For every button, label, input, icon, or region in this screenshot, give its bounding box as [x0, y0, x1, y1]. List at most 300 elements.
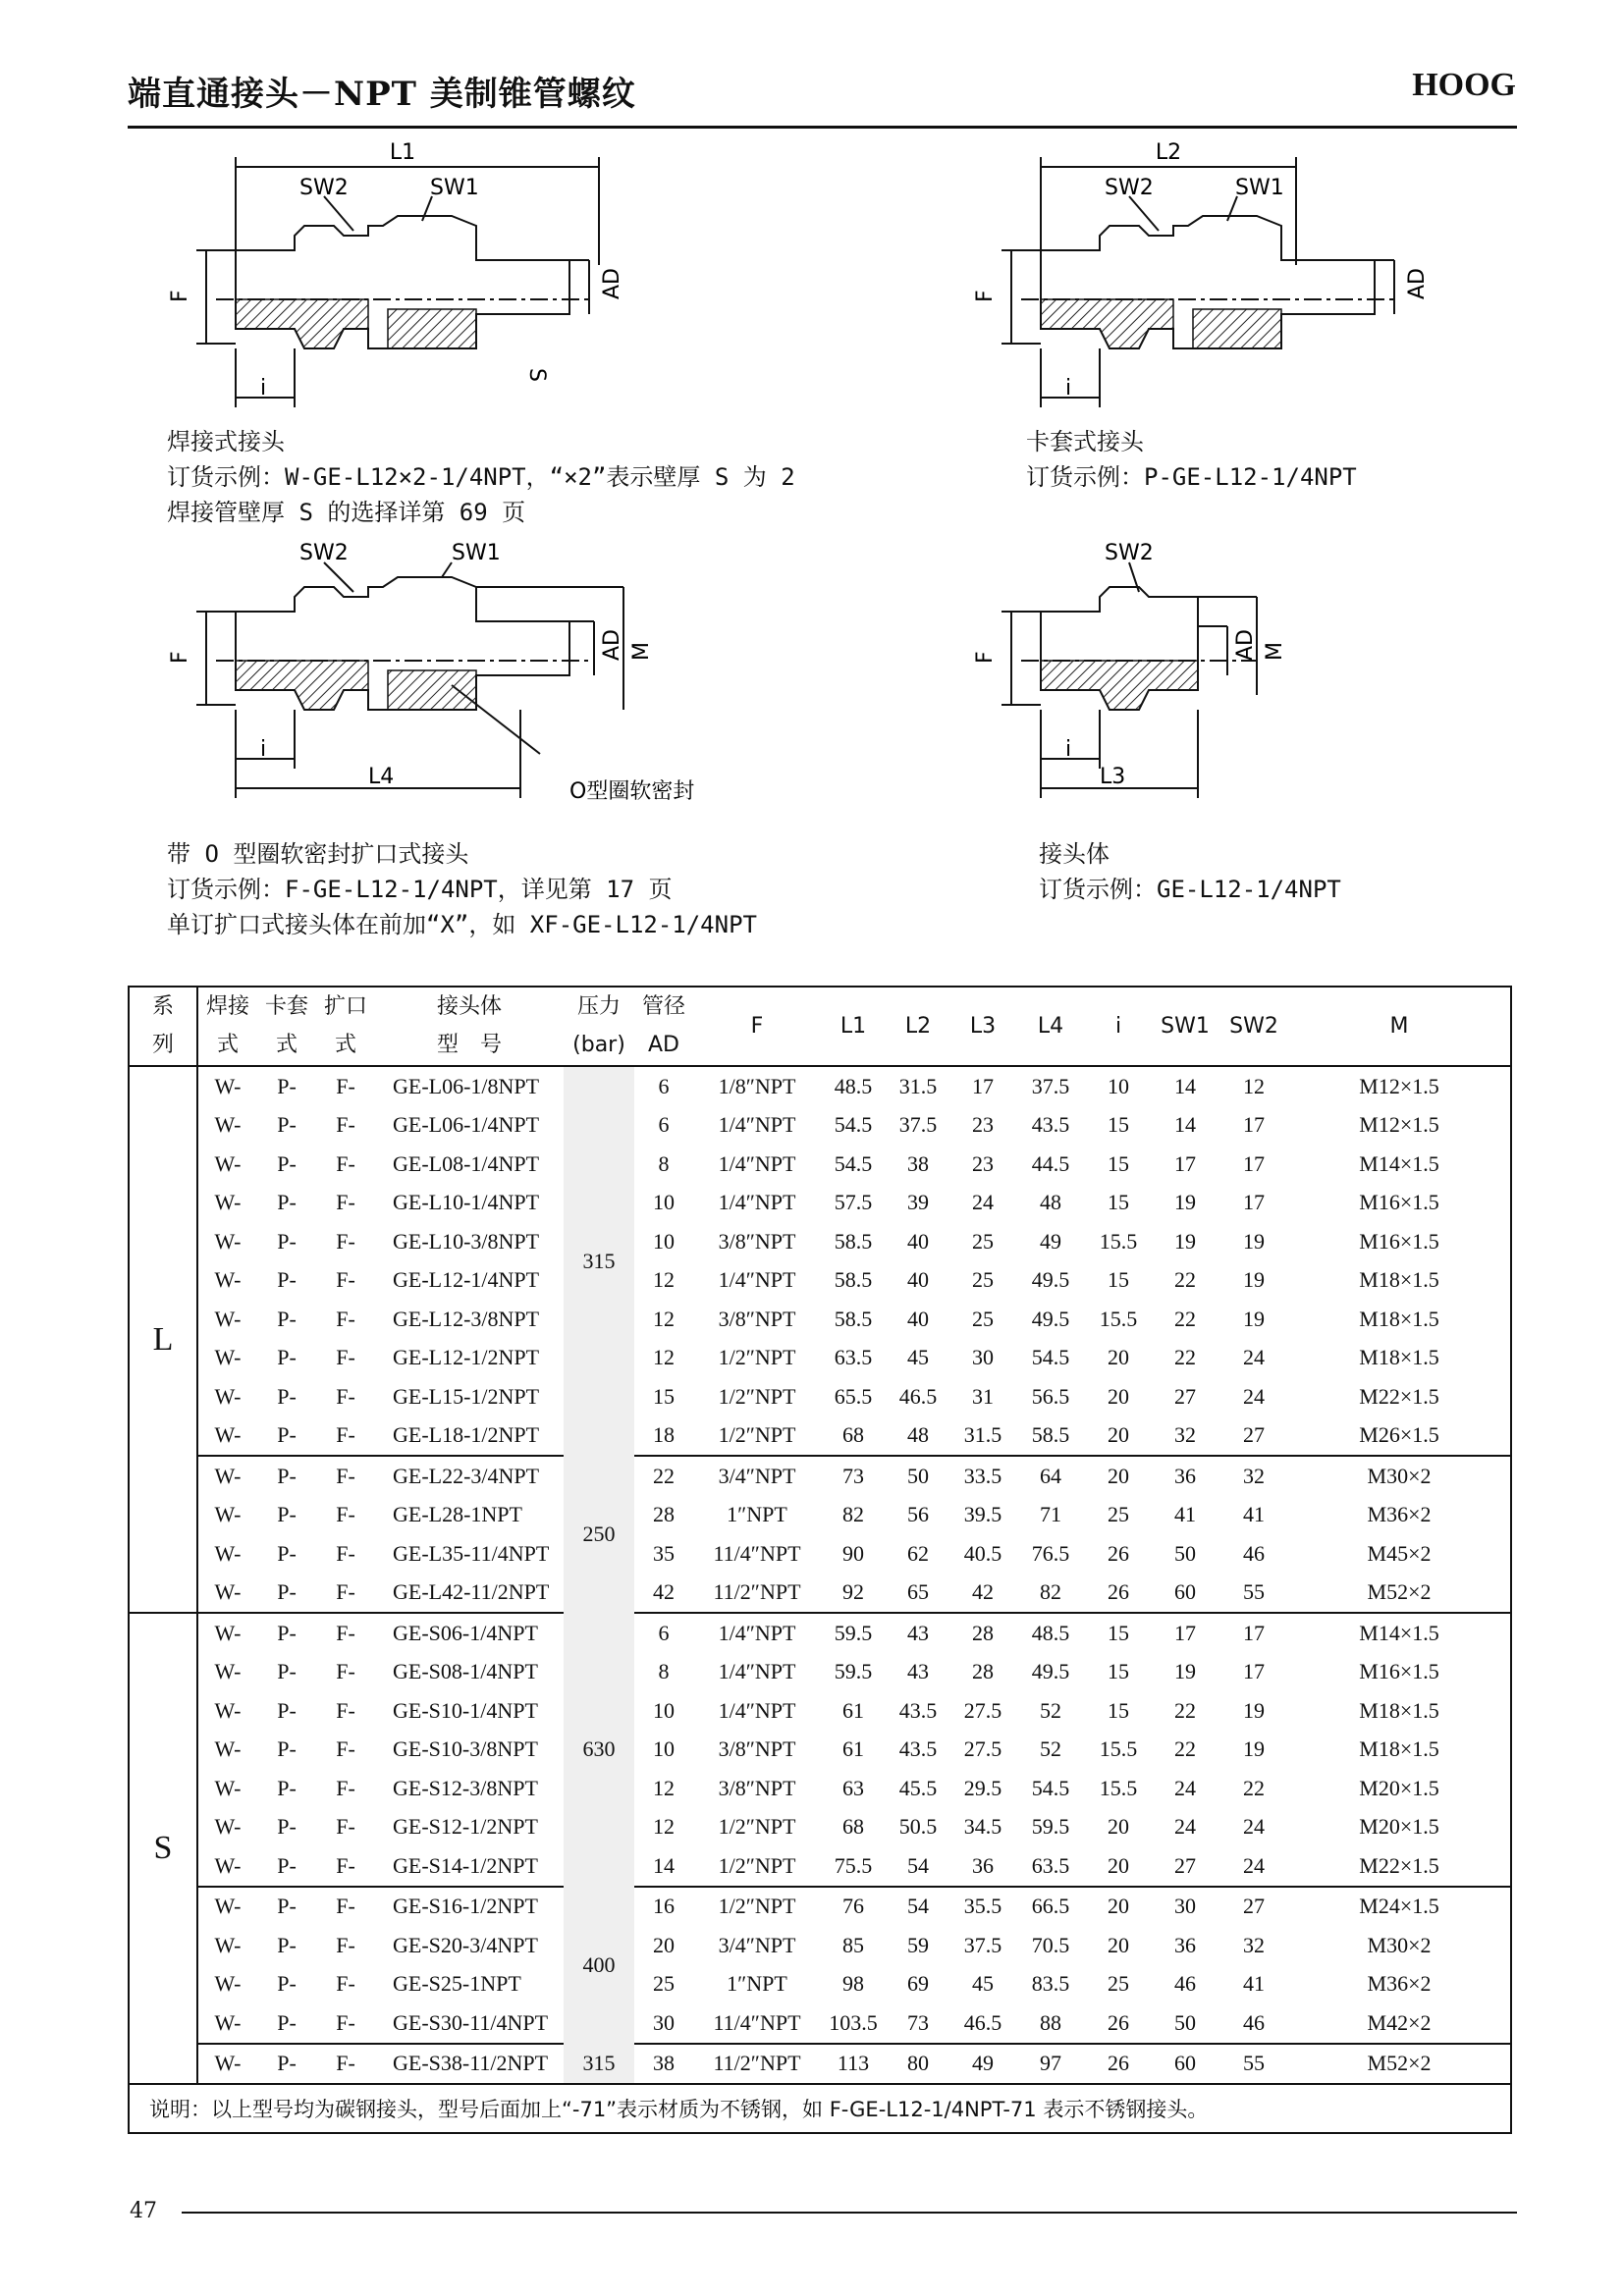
cell-M: M36×2 — [1367, 1971, 1432, 1997]
series-cell: L — [129, 1067, 197, 1613]
cell-model: GE-S38-11/2NPT — [375, 2044, 564, 2085]
cell-L2: 50 — [907, 1463, 929, 1488]
header-rule — [128, 126, 1517, 129]
cell-weld-code: W- — [214, 1190, 242, 1215]
cell-ferrule-code: P- — [277, 1383, 297, 1409]
cell-flare-code: F- — [336, 1073, 355, 1098]
cell-SW2: 55 — [1219, 2044, 1288, 2085]
cell-model: GE-S12-3/8NPT — [393, 1775, 538, 1800]
cell-i: 10 — [1108, 1073, 1129, 1098]
cell-L4: 71 — [1040, 1502, 1061, 1527]
cell-F: 1/2″NPT — [718, 1814, 796, 1840]
cell-L1: 57.5 — [834, 1190, 873, 1215]
cell-SW1: 19 — [1174, 1228, 1196, 1254]
table-row — [129, 1887, 1511, 1927]
cell-ad: 6 — [658, 1073, 670, 1098]
cell-L3: 36 — [950, 1846, 1015, 1887]
cell-SW1: 17 — [1174, 1150, 1196, 1176]
cell-i: 26 — [1086, 2003, 1151, 2044]
cell-weld-code: W- — [214, 1697, 242, 1723]
cell-ad: 6 — [658, 1620, 670, 1645]
cell-SW1: 36 — [1174, 1463, 1196, 1488]
cell-M: M26×1.5 — [1288, 1416, 1511, 1457]
cell-weld-code: W- — [197, 1416, 257, 1457]
table-row — [129, 1339, 1511, 1378]
cell-i: 15 — [1108, 1112, 1129, 1138]
cell-ferrule-code: P- — [257, 2003, 316, 2044]
header-body: 接头体 — [436, 993, 502, 1019]
cell-F: 1/2″NPT — [718, 1894, 796, 1919]
caption-line: 带 O 型圈软密封扩口式接头 — [167, 840, 469, 868]
cell-model: GE-L10-3/8NPT — [393, 1228, 540, 1254]
header-L3: L3 — [969, 1013, 997, 1039]
series-cell: S — [129, 1613, 197, 2084]
cell-ad: 30 — [634, 2003, 693, 2044]
label-sw2: SW2 — [1105, 541, 1154, 565]
cell-L1: 98 — [842, 1971, 864, 1997]
cell-flare-code: F- — [336, 1932, 355, 1957]
label-AD: AD — [600, 268, 624, 299]
cell-F: 3/4″NPT — [718, 1463, 796, 1488]
cell-SW2: 41 — [1243, 1502, 1265, 1527]
label-sw2: SW2 — [1105, 176, 1154, 200]
cell-SW2: 27 — [1219, 1416, 1288, 1457]
caption-line: 焊接式接头 — [167, 428, 285, 455]
cell-L1: 63 — [842, 1775, 864, 1800]
header-F: F — [750, 1013, 764, 1039]
cell-L4: 88 — [1015, 2003, 1086, 2044]
cell-F: 1/4″NPT — [718, 1150, 796, 1176]
cell-model: GE-L12-3/8NPT — [393, 1306, 540, 1331]
cell-L3: 49 — [950, 2044, 1015, 2085]
cell-model: GE-S10-3/8NPT — [393, 1736, 538, 1762]
cell-SW1: 36 — [1174, 1932, 1196, 1957]
cell-SW2: 55 — [1219, 1574, 1288, 1614]
cell-L4: 52 — [1040, 1697, 1061, 1723]
label-sw2: SW2 — [299, 541, 349, 565]
cell-M: M36×2 — [1367, 1502, 1432, 1527]
cell-ad: 12 — [653, 1814, 675, 1840]
cell-flare-code: F- — [336, 1190, 355, 1215]
header-i: i — [1114, 1013, 1122, 1039]
cell-M: M30×2 — [1367, 1463, 1432, 1488]
cell-F: 1/4″NPT — [718, 1659, 796, 1684]
cell-L2: 40 — [907, 1228, 929, 1254]
cell-L2: 37.5 — [898, 1112, 938, 1138]
cell-L4: 49.5 — [1031, 1306, 1070, 1331]
cell-L2: 40 — [907, 1306, 929, 1331]
cell-L1: 65.5 — [834, 1383, 873, 1409]
cell-L2: 38 — [907, 1150, 929, 1176]
cell-M: M14×1.5 — [1359, 1620, 1439, 1645]
cell-ad: 12 — [653, 1345, 675, 1370]
caption-line: 订货示例：F-GE-L12-1/4NPT，详见第 17 页 — [167, 876, 673, 903]
header-flare-2: 式 — [334, 1033, 356, 1058]
table-row — [129, 2044, 1511, 2085]
cell-F: 3/8″NPT — [718, 1228, 796, 1254]
table-row — [129, 1808, 1511, 1847]
cell-L1: 54.5 — [834, 1112, 873, 1138]
cell-SW1: 60 — [1151, 2044, 1219, 2085]
cell-ad: 22 — [653, 1463, 675, 1488]
header-ferrule-2: 式 — [275, 1033, 298, 1058]
label-S: S — [524, 368, 549, 382]
cell-L2: 50.5 — [898, 1814, 938, 1840]
pressure-cell: 315 — [564, 2044, 634, 2085]
cell-model: GE-S20-3/4NPT — [393, 1932, 538, 1957]
cell-ad: 25 — [653, 1971, 675, 1997]
cell-L4: 54.5 — [1031, 1775, 1070, 1800]
cell-i: 20 — [1108, 1894, 1129, 1919]
cell-weld-code: W- — [197, 2044, 257, 2085]
cell-weld-code: W- — [214, 1620, 242, 1645]
cell-SW1: 22 — [1174, 1267, 1196, 1293]
cell-SW1: 27 — [1151, 1846, 1219, 1887]
cell-L1: 68 — [842, 1814, 864, 1840]
cell-L2: 59 — [907, 1932, 929, 1957]
cell-SW1: 19 — [1174, 1659, 1196, 1684]
cell-flare-code: F- — [316, 1574, 375, 1614]
label-F: F — [168, 651, 192, 664]
header-SW1: SW1 — [1161, 1013, 1210, 1039]
cell-L3: 24 — [972, 1190, 994, 1215]
cell-F: 3/4″NPT — [718, 1932, 796, 1957]
cell-SW1: 14 — [1174, 1112, 1196, 1138]
cell-weld-code: W- — [214, 1932, 242, 1957]
cell-flare-code: F- — [316, 2003, 375, 2044]
cell-ferrule-code: P- — [277, 1190, 297, 1215]
cell-i: 26 — [1108, 1540, 1129, 1566]
label-i: i — [1065, 376, 1072, 400]
cell-model: GE-L08-1/4NPT — [393, 1150, 540, 1176]
cell-F: 1″NPT — [727, 1502, 787, 1527]
cell-ad: 15 — [653, 1383, 675, 1409]
table-row — [129, 1456, 1511, 1496]
table-row — [129, 1261, 1511, 1301]
cell-SW1: 46 — [1174, 1971, 1196, 1997]
body-caption — [1039, 836, 1341, 907]
cell-ad: 38 — [634, 2044, 693, 2085]
pressure-cell: 630 — [564, 1613, 634, 1887]
cell-ad: 12 — [653, 1267, 675, 1293]
cell-SW2: 24 — [1243, 1345, 1265, 1370]
cell-i: 20 — [1086, 1416, 1151, 1457]
cell-L3: 31.5 — [950, 1416, 1015, 1457]
cell-i: 15 — [1108, 1150, 1129, 1176]
cell-ferrule-code: P- — [277, 1697, 297, 1723]
cell-L4: 44.5 — [1031, 1150, 1070, 1176]
cell-SW2: 19 — [1243, 1697, 1265, 1723]
table-body — [129, 1067, 1511, 2084]
label-i: i — [1065, 737, 1072, 762]
cell-L3: 23 — [972, 1150, 994, 1176]
label-sw1: SW1 — [430, 176, 479, 200]
cell-F: 1/4″NPT — [718, 1112, 796, 1138]
cell-model: GE-L06-1/8NPT — [393, 1073, 540, 1098]
cell-F: 3/8″NPT — [718, 1306, 796, 1331]
cell-L2: 45 — [907, 1345, 929, 1370]
cell-L1: 68 — [821, 1416, 886, 1457]
cell-F: 1/2″NPT — [718, 1383, 796, 1409]
cell-L3: 35.5 — [963, 1894, 1002, 1919]
cell-M: M20×1.5 — [1359, 1775, 1439, 1800]
label-M: M — [1263, 642, 1287, 661]
cell-ad: 18 — [634, 1416, 693, 1457]
cell-ad: 35 — [653, 1540, 675, 1566]
cell-weld-code: W- — [214, 1775, 242, 1800]
cell-L4: 83.5 — [1031, 1971, 1070, 1997]
dim-label-L3: L3 — [1100, 765, 1126, 789]
cell-L4: 76.5 — [1031, 1540, 1070, 1566]
table-header-row — [129, 987, 1511, 1027]
cell-L1: 113 — [821, 2044, 886, 2085]
cell-M: M18×1.5 — [1359, 1697, 1439, 1723]
header-M: M — [1389, 1013, 1409, 1039]
cell-flare-code: F- — [336, 1383, 355, 1409]
cell-SW2: 46 — [1219, 2003, 1288, 2044]
fitting-body-diagram — [962, 538, 1355, 823]
cell-L3: 27.5 — [963, 1697, 1002, 1723]
cell-L4: 49.5 — [1031, 1659, 1070, 1684]
cell-L1: 82 — [842, 1502, 864, 1527]
cell-ferrule-code: P- — [277, 1345, 297, 1370]
cell-F: 11/2″NPT — [693, 1574, 821, 1614]
cell-ad: 16 — [653, 1894, 675, 1919]
cell-SW1: 22 — [1174, 1306, 1196, 1331]
cell-SW1: 50 — [1151, 2003, 1219, 2044]
cell-flare-code: F- — [316, 1846, 375, 1887]
cell-model: GE-L22-3/4NPT — [393, 1463, 540, 1488]
header-flare: 扩口 — [323, 993, 367, 1019]
spec-table — [128, 986, 1512, 2134]
cell-flare-code: F- — [336, 1540, 355, 1566]
cell-L4: 48 — [1040, 1190, 1061, 1215]
cell-model: GE-L12-1/4NPT — [393, 1267, 540, 1293]
cell-weld-code: W- — [214, 1306, 242, 1331]
cell-i: 15.5 — [1099, 1228, 1138, 1254]
weld-fitting-caption — [167, 424, 795, 530]
table-row — [129, 1184, 1511, 1223]
cell-model: GE-S12-1/2NPT — [393, 1814, 538, 1840]
cell-SW2: 17 — [1243, 1659, 1265, 1684]
table-row — [129, 1106, 1511, 1146]
cell-ferrule-code: P- — [277, 1736, 297, 1762]
cell-ad: 20 — [653, 1932, 675, 1957]
label-F: F — [168, 290, 192, 302]
cell-weld-code: W- — [214, 1463, 242, 1488]
cell-ferrule-code: P- — [277, 1971, 297, 1997]
header-series-2: 列 — [129, 1027, 197, 1067]
label-AD: AD — [1233, 629, 1258, 661]
ferrule-fitting-caption — [1026, 424, 1357, 495]
table-row — [129, 1653, 1511, 1692]
cell-L4: 58.5 — [1015, 1416, 1086, 1457]
cell-L4: 48.5 — [1031, 1620, 1070, 1645]
cell-ferrule-code: P- — [277, 1463, 297, 1488]
cell-SW2: 17 — [1243, 1190, 1265, 1215]
cell-M: M16×1.5 — [1359, 1228, 1439, 1254]
cell-L1: 58.5 — [834, 1228, 873, 1254]
cell-M: M52×2 — [1288, 2044, 1511, 2085]
dim-label-L2: L2 — [1155, 140, 1182, 165]
cell-L2: 54 — [907, 1894, 929, 1919]
cell-L3: 25 — [972, 1267, 994, 1293]
cell-L1: 85 — [842, 1932, 864, 1957]
cell-L3: 25 — [972, 1228, 994, 1254]
cell-SW1: 19 — [1174, 1190, 1196, 1215]
cell-L4: 49.5 — [1031, 1267, 1070, 1293]
cell-flare-code: F- — [336, 1775, 355, 1800]
cell-L2: 62 — [907, 1540, 929, 1566]
cell-L3: 39.5 — [963, 1502, 1002, 1527]
label-sw2: SW2 — [299, 176, 349, 200]
cell-flare-code: F- — [316, 2044, 375, 2085]
cell-L4: 59.5 — [1031, 1814, 1070, 1840]
cell-L2: 43 — [907, 1659, 929, 1684]
cell-i: 15 — [1108, 1190, 1129, 1215]
cell-ferrule-code: P- — [277, 1073, 297, 1098]
cell-SW2: 32 — [1243, 1932, 1265, 1957]
cell-M: M20×1.5 — [1359, 1814, 1439, 1840]
cell-M: M45×2 — [1367, 1540, 1432, 1566]
pressure-cell: 250 — [564, 1456, 634, 1613]
cell-L2: 39 — [907, 1190, 929, 1215]
cell-SW2: 19 — [1243, 1267, 1265, 1293]
caption-line: 订货示例：W-GE-L12×2-1/4NPT，“×2”表示壁厚 S 为 2 — [167, 463, 795, 491]
cell-ferrule-code: P- — [277, 1814, 297, 1840]
cell-L1: 54.5 — [834, 1150, 873, 1176]
cell-M: M16×1.5 — [1359, 1659, 1439, 1684]
cell-weld-code: W- — [214, 1267, 242, 1293]
cell-L4: 82 — [1015, 1574, 1086, 1614]
table-row — [129, 1965, 1511, 2004]
cell-F: 1/4″NPT — [718, 1620, 796, 1645]
cell-SW2: 12 — [1243, 1073, 1265, 1098]
cell-L2: 69 — [907, 1971, 929, 1997]
table-row — [129, 1926, 1511, 1965]
header-L4: L4 — [1037, 1013, 1064, 1039]
cell-ad: 28 — [653, 1502, 675, 1527]
cell-L1: 58.5 — [834, 1306, 873, 1331]
label-oring-seal: O型圈软密封 — [569, 779, 695, 804]
cell-SW1: 30 — [1174, 1894, 1196, 1919]
cell-weld-code: W- — [214, 1736, 242, 1762]
cell-ferrule-code: P- — [257, 1574, 316, 1614]
pressure-cell: 400 — [564, 1887, 634, 2044]
cell-L4: 37.5 — [1031, 1073, 1070, 1098]
header-ad: 管径 — [641, 993, 685, 1019]
cell-flare-code: F- — [336, 1502, 355, 1527]
table-row — [129, 1613, 1511, 1653]
cell-L3: 23 — [972, 1112, 994, 1138]
cell-model: GE-L42-11/2NPT — [375, 1574, 564, 1614]
cell-flare-code: F- — [336, 1463, 355, 1488]
cell-weld-code: W- — [197, 2003, 257, 2044]
ferrule-fitting-diagram — [962, 137, 1434, 422]
cell-i: 15.5 — [1099, 1775, 1138, 1800]
flare-fitting-caption — [167, 836, 757, 942]
cell-i: 20 — [1086, 1846, 1151, 1887]
label-M: M — [629, 642, 654, 661]
cell-ad: 10 — [653, 1736, 675, 1762]
caption-line: 接头体 — [1039, 840, 1110, 868]
cell-M: M12×1.5 — [1359, 1112, 1439, 1138]
cell-L1: 63.5 — [834, 1345, 873, 1370]
header-body-2: 型 号 — [436, 1033, 502, 1058]
cell-ferrule-code: P- — [277, 1306, 297, 1331]
cell-ad: 12 — [653, 1306, 675, 1331]
cell-L3: 37.5 — [963, 1932, 1002, 1957]
cell-L1: 76 — [842, 1894, 864, 1919]
cell-i: 20 — [1108, 1345, 1129, 1370]
dim-label-L1: L1 — [389, 140, 416, 165]
cell-flare-code: F- — [336, 1736, 355, 1762]
cell-i: 15 — [1108, 1620, 1129, 1645]
cell-L1: 103.5 — [821, 2003, 886, 2044]
cell-L3: 28 — [972, 1659, 994, 1684]
cell-i: 15 — [1108, 1697, 1129, 1723]
table-row — [129, 1534, 1511, 1574]
table-row — [129, 1574, 1511, 1614]
cell-model: GE-S06-1/4NPT — [393, 1620, 538, 1645]
cell-weld-code: W- — [214, 1150, 242, 1176]
cell-model: GE-L10-1/4NPT — [393, 1190, 540, 1215]
cell-SW1: 60 — [1151, 1574, 1219, 1614]
cell-model: GE-S10-1/4NPT — [393, 1697, 538, 1723]
cell-SW1: 41 — [1174, 1502, 1196, 1527]
header-weld: 焊接 — [205, 993, 249, 1019]
cell-M: M16×1.5 — [1359, 1190, 1439, 1215]
cell-ad: 12 — [653, 1775, 675, 1800]
table-row — [129, 1416, 1511, 1457]
cell-i: 20 — [1108, 1814, 1129, 1840]
cell-SW2: 32 — [1243, 1463, 1265, 1488]
label-i: i — [260, 376, 267, 400]
cell-L3: 30 — [972, 1345, 994, 1370]
cell-flare-code: F- — [336, 1659, 355, 1684]
header-series: 系 — [129, 987, 197, 1027]
cell-i: 26 — [1086, 2044, 1151, 2085]
cell-flare-code: F- — [336, 1697, 355, 1723]
dim-label-L4: L4 — [368, 765, 395, 789]
cell-L2: 31.5 — [898, 1073, 938, 1098]
cell-L4: 66.5 — [1031, 1894, 1070, 1919]
cell-SW2: 24 — [1243, 1814, 1265, 1840]
cell-SW2: 24 — [1243, 1383, 1265, 1409]
cell-SW1: 22 — [1174, 1345, 1196, 1370]
cell-ferrule-code: P- — [277, 1620, 297, 1645]
page-title: 端直通接头－NPT 美制锥管螺纹 — [128, 75, 636, 114]
pressure-cell: 315 — [564, 1067, 634, 1456]
cell-model: GE-L28-1NPT — [393, 1502, 522, 1527]
cell-weld-code: W- — [214, 1659, 242, 1684]
cell-weld-code: W- — [197, 1846, 257, 1887]
label-F: F — [973, 651, 998, 664]
cell-i: 25 — [1108, 1971, 1129, 1997]
table-note: 说明：以上型号均为碳钢接头，型号后面加上“-71”表示材质为不锈钢，如 F-GE-L12-1/4NPT-71 表示不锈钢接头。 — [129, 2084, 1511, 2133]
caption-line: 订货示例：GE-L12-1/4NPT — [1039, 876, 1341, 903]
cell-ad: 10 — [653, 1697, 675, 1723]
cell-L2: 45.5 — [898, 1775, 938, 1800]
cell-weld-code: W- — [214, 1112, 242, 1138]
cell-model: GE-S16-1/2NPT — [393, 1894, 538, 1919]
cell-M: M22×1.5 — [1359, 1383, 1439, 1409]
cell-M: M18×1.5 — [1359, 1345, 1439, 1370]
cell-L4: 52 — [1040, 1736, 1061, 1762]
cell-SW1: 50 — [1174, 1540, 1196, 1566]
cell-M: M30×2 — [1367, 1932, 1432, 1957]
cell-model: GE-S14-1/2NPT — [375, 1846, 564, 1887]
